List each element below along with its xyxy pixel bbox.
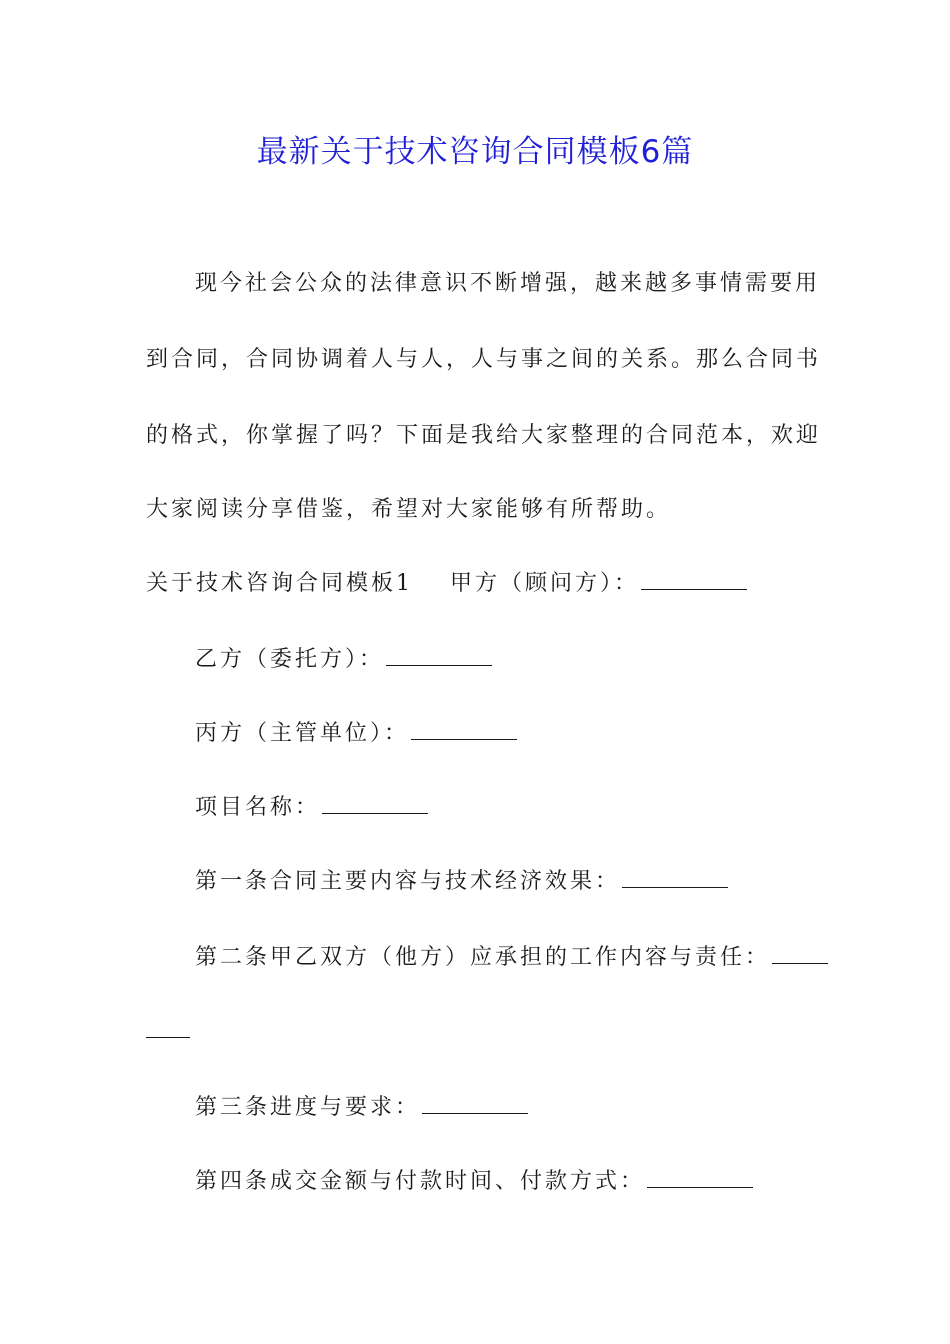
article-2-blank [772,943,828,964]
party-b-row [195,645,492,675]
party-c-label: 丙方（主管单位）： [195,721,410,746]
intro-line-4: 大家阅读分享借鉴，希望对大家能够有所帮助。 [146,497,672,522]
party-a-row [450,569,747,599]
article-2-label: 第二条甲乙双方（他方）应承担的工作内容与责任： [195,945,771,970]
article-2-continuation-row [146,1017,190,1047]
party-b-label: 乙方（委托方）： [195,647,385,672]
article-1-row [195,867,728,897]
article-1-blank [622,867,728,888]
intro-line-1: 现今社会公众的法律意识不断增强，越来越多事情需要用 [195,271,821,296]
article-3-row [195,1093,528,1123]
project-name-blank [322,793,428,814]
article-4-blank [647,1167,753,1188]
article-3-blank [422,1093,528,1114]
article-2-blank-continuation [146,1017,190,1038]
article-3-label: 第三条进度与要求： [195,1095,421,1120]
section-heading: 关于技术咨询合同模板1 [146,571,413,596]
intro-line-3: 的格式，你掌握了吗？下面是我给大家整理的合同范本，欢迎 [146,423,822,448]
article-4-row [195,1167,753,1197]
project-name-label: 项目名称： [195,795,321,820]
article-1-label: 第一条合同主要内容与技术经济效果： [195,869,621,894]
section-heading-row [146,569,413,599]
party-c-row [195,719,517,749]
document-title: 最新关于技术咨询合同模板6篇 [256,134,694,170]
party-a-label: 甲方（顾问方）： [450,571,640,596]
party-b-blank [386,645,492,666]
party-a-blank [641,569,747,590]
article-4-label: 第四条成交金额与付款时间、付款方式： [195,1169,646,1194]
party-c-blank [411,719,517,740]
article-2-row [195,943,828,973]
intro-line-2: 到合同，合同协调着人与人，人与事之间的关系。那么合同书 [146,347,822,372]
project-name-row [195,793,428,823]
